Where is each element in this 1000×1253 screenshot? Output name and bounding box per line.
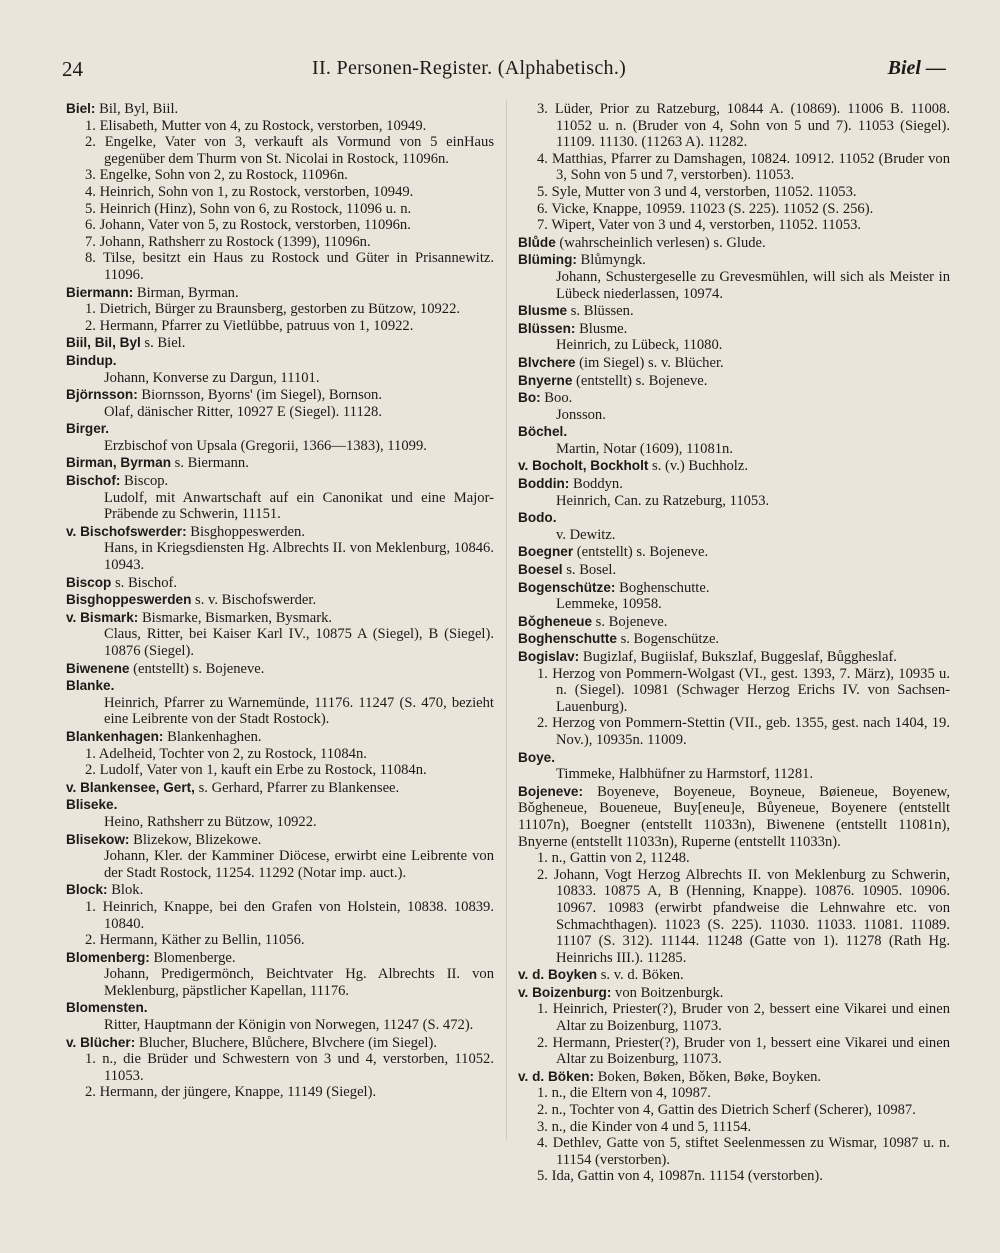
entry-heading-line — [66, 421, 494, 438]
register-entry — [518, 101, 950, 234]
entry-variants: s. Blüssen. — [567, 303, 634, 320]
entry-heading-line — [518, 631, 950, 648]
numbered-person: 6. Vicke, Knappe, 10959. 11023 (S. 225). 11052 (S. 256). — [537, 200, 874, 217]
entry-heading-line — [66, 950, 494, 967]
numbered-person: 4. Heinrich, Sohn von 1, zu Rostock, verstorben, 10949. — [85, 183, 414, 200]
entry-variants: Birman, Byrman. — [133, 284, 239, 301]
entry-heading-line — [518, 614, 950, 631]
entry-heading-line — [66, 780, 494, 797]
entry-heading-line — [518, 967, 950, 984]
register-entry — [518, 631, 950, 648]
numbered-person: 6. Johann, Vater von 5, zu Rostock, verstorben, 11096n. — [85, 217, 411, 234]
entry-detail: Johann, Kler. der Kamminer Diöcese, erwirbt eine Leibrente von der Stadt Rostock, 11254. 11292 (Notar imp. auct.). — [104, 848, 494, 881]
register-entry — [66, 832, 494, 882]
entry-name: Birman, Byrman — [66, 455, 172, 471]
numbered-person: 2. Engelke, Vater von 3, verkauft als Vormund von 5 einHaus gegenüber dem Thurm von St. Nicolai in Rostock, 11096n. — [85, 134, 494, 167]
entry-name: v. d. Boyken — [518, 967, 598, 983]
entry-heading-line — [518, 544, 950, 561]
entry-detail: Lemmeke, 10958. — [556, 596, 662, 613]
entry-heading-line — [518, 784, 950, 850]
entry-name: Biscop — [66, 574, 112, 590]
entry-variants: Boken, Bøken, Bǒken, Bøke, Boyken. — [594, 1068, 822, 1085]
entry-heading-line — [66, 101, 494, 118]
entry-heading-line — [518, 355, 950, 372]
entry-heading-line — [66, 729, 494, 746]
entry-name: Biwenene — [66, 660, 130, 676]
entry-variants: s. Bosel. — [562, 562, 617, 579]
register-entry — [66, 950, 494, 1000]
entry-name: Böchel. — [518, 424, 568, 440]
numbered-person: 2. Hermann, Käther zu Bellin, 11056. — [85, 932, 305, 949]
entry-variants: s. v. Bischofswerder. — [191, 592, 317, 609]
numbered-person: 3. Lüder, Prior zu Ratzeburg, 10844 A. (10869). 11006 B. 11008. 11052 u. n. (Bruder von 4, Sohn von 5 und 7). 11053 (Siegel). 11109. 11130. (11263 A). 11282. — [537, 101, 950, 151]
entry-variants: (entstellt) s. Bojeneve. — [572, 372, 708, 389]
entry-heading-line — [66, 832, 494, 849]
entry-name: v. Blankensee, Gert, — [66, 779, 195, 795]
entry-name: Bischof: — [66, 473, 121, 489]
register-entry — [66, 101, 494, 284]
entry-detail: v. Dewitz. — [556, 526, 616, 543]
register-entry — [518, 614, 950, 631]
entry-name: Block: — [66, 882, 108, 898]
register-entry — [518, 303, 950, 320]
entry-heading-line — [66, 455, 494, 472]
register-entry — [66, 661, 494, 678]
entry-detail: Johann, Schustergeselle zu Grevesmühlen, will sich als Meister in Lübeck niederlassen, 10974. — [556, 268, 950, 302]
entry-name: Blisekow: — [66, 831, 130, 847]
entry-variants: Blok. — [107, 882, 144, 899]
entry-variants: Blusme. — [575, 320, 628, 337]
entry-name: Bo: — [518, 390, 541, 406]
entry-variants: Biscop. — [120, 473, 169, 490]
entry-variants: Biornsson, Byorns' (im Siegel), Bornson. — [137, 387, 382, 404]
entry-variants: Boddyn. — [569, 476, 623, 493]
entry-variants: s. v. d. Böken. — [597, 967, 684, 984]
entry-detail: Erzbischof von Upsala (Gregorii, 1366—1383), 11099. — [104, 437, 427, 454]
right-column — [518, 101, 950, 1185]
entry-heading-line — [518, 750, 950, 767]
register-entry — [66, 678, 494, 728]
entry-name: v. Bocholt, Bockholt — [518, 458, 649, 474]
entry-detail: Ritter, Hauptmann der Königin von Norwegen, 11247 (S. 472). — [104, 1017, 474, 1034]
register-entry — [518, 373, 950, 390]
register-entry — [518, 544, 950, 561]
register-entry — [66, 575, 494, 592]
entry-variants: Boyeneve, Boyeneue, Boyneue, Bøieneue, Boyenew, Bǒgheneue, Boueneue, Buy[eneu]e, Bůyeneue, Boyenere (entstellt 11107n), Boegner (entstellt 11033n), Biwenene (entstellt 11081n), Bnyerne (entstellt 11033n), Ruperne (entstellt 11033n). — [518, 783, 950, 850]
register-entry — [66, 473, 494, 523]
entry-heading-line — [66, 1000, 494, 1017]
entry-heading-line — [66, 661, 494, 678]
entry-name: Bliseke. — [66, 797, 118, 813]
entry-heading-line — [66, 592, 494, 609]
numbered-person: 1. n., Gattin von 2, 11248. — [537, 850, 690, 867]
entry-name: Bnyerne — [518, 372, 573, 388]
register-entry — [518, 985, 950, 1068]
entry-heading-line — [66, 678, 494, 695]
numbered-person: 3. Engelke, Sohn von 2, zu Rostock, 11096n. — [85, 167, 348, 184]
entry-name: Biermann: — [66, 284, 134, 300]
entry-variants: s. (v.) Buchholz. — [648, 458, 748, 475]
register-entry — [66, 797, 494, 830]
numbered-person: 1. n., die Eltern von 4, 10987. — [537, 1085, 711, 1102]
register-entry — [518, 321, 950, 354]
register-entry — [66, 455, 494, 472]
entry-detail: Heinrich, Can. zu Ratzeburg, 11053. — [556, 492, 770, 509]
numbered-person: 5. Ida, Gattin von 4, 10987n. 11154 (verstorben). — [537, 1168, 823, 1185]
numbered-person: 8. Tilse, besitzt ein Haus zu Rostock und Güter in Prisannewitz. 11096. — [85, 250, 494, 283]
entry-heading-line — [518, 303, 950, 320]
page-header — [62, 57, 946, 87]
entry-name: v. Boizenburg: — [518, 984, 612, 1000]
entry-name: v. Bischofswerder: — [66, 523, 187, 539]
register-entry — [518, 750, 950, 783]
entry-name: Boegner — [518, 544, 574, 560]
register-entry — [518, 424, 950, 457]
register-entry — [66, 610, 494, 660]
register-entry — [518, 355, 950, 372]
entry-variants: (entstellt) s. Bojeneve. — [129, 660, 265, 677]
numbered-person: 7. Wipert, Vater von 3 und 4, verstorben, 11052. 11053. — [537, 217, 862, 234]
register-entry — [66, 1035, 494, 1101]
entry-detail: Heino, Rathsherr zu Bützow, 10922. — [104, 813, 317, 830]
register-entry — [66, 335, 494, 352]
entry-heading-line — [66, 285, 494, 302]
entry-heading-line — [518, 985, 950, 1002]
entry-variants: s. Bojeneve. — [592, 613, 668, 630]
entry-heading-line — [518, 510, 950, 527]
entry-detail: Martin, Notar (1609), 11081n. — [556, 440, 733, 457]
entry-detail: Ludolf, mit Anwartschaft auf ein Canonikat und eine Major-Präbende zu Schwerin, 11151. — [104, 489, 494, 523]
entry-heading-line — [66, 1035, 494, 1052]
numbered-person: 5. Syle, Mutter von 3 und 4, verstorben, 11052. 11053. — [537, 183, 857, 200]
entry-name: Blüssen: — [518, 320, 576, 336]
register-entry — [66, 353, 494, 386]
numbered-person: 2. Hermann, Pfarrer zu Vietlübbe, patruus von 1, 10922. — [85, 317, 414, 334]
entry-name: Blvchere — [518, 354, 576, 370]
register-entry — [66, 1000, 494, 1033]
register-entry — [518, 476, 950, 509]
entry-heading-line — [66, 335, 494, 352]
entry-name: Biel: — [66, 101, 96, 116]
entry-detail: Olaf, dänischer Ritter, 10927 E (Siegel). 11128. — [104, 403, 382, 420]
entry-heading-line — [66, 575, 494, 592]
entry-variants: Blůmyngk. — [576, 252, 646, 269]
register-entry — [518, 510, 950, 543]
numbered-person: 3. n., die Kinder von 4 und 5, 11154. — [537, 1118, 752, 1135]
entry-name: Boddin: — [518, 476, 570, 492]
entry-variants: Boghenschutte. — [615, 579, 710, 596]
entry-variants: s. Bischof. — [111, 574, 177, 591]
page-number: 24 — [62, 57, 83, 81]
entry-name: Bindup. — [66, 352, 117, 368]
entry-variants: Bisghoppeswerden. — [186, 523, 305, 540]
register-entry — [66, 387, 494, 420]
entry-heading-line — [518, 390, 950, 407]
entry-detail: Johann, Predigermönch, Beichtvater Hg. Albrechts II. von Meklenburg, päpstlicher Kapellan, 11176. — [104, 966, 494, 999]
entry-variants: s. Bogenschütze. — [616, 631, 720, 648]
numbered-person: 1. Adelheid, Tochter von 2, zu Rostock, 11084n. — [85, 745, 367, 762]
entry-name: Blusme — [518, 303, 568, 319]
entry-variants: Boo. — [540, 390, 573, 407]
register-entry — [66, 729, 494, 779]
register-entry — [518, 562, 950, 579]
register-entry — [518, 1069, 950, 1185]
numbered-person: 7. Johann, Rathsherr zu Rostock (1399), 11096n. — [85, 233, 371, 250]
entry-variants: (wahrscheinlich verlesen) s. Glude. — [555, 234, 766, 251]
entry-name: Blanke. — [66, 678, 115, 694]
numbered-person: 2. Herzog von Pommern-Stettin (VII., geb. 1355, gest. nach 1404, 19. Nov.), 10935n. 11009. — [537, 715, 950, 748]
entry-name: v. d. Böken: — [518, 1068, 595, 1084]
numbered-person: 5. Heinrich (Hinz), Sohn von 6, zu Rostock, 11096 u. n. — [85, 200, 412, 217]
numbered-person: 1. n., die Brüder und Schwestern von 3 und 4, verstorben, 11052. 11053. — [85, 1051, 494, 1084]
register-entry — [66, 780, 494, 797]
entry-variants: von Boitzenburgk. — [611, 984, 724, 1001]
register-entry — [518, 390, 950, 423]
entry-name: Boesel — [518, 562, 563, 578]
entry-heading-line — [518, 252, 950, 269]
entry-variants: Bil, Byl, Biil. — [95, 101, 179, 117]
entry-heading-line — [66, 610, 494, 627]
register-entry — [66, 285, 494, 335]
numbered-person: 1. Dietrich, Bürger zu Braunsberg, gestorben zu Bützow, 10922. — [85, 301, 461, 318]
numbered-person: 1. Heinrich, Priester(?), Bruder von 2, bessert eine Vikarei und einen Altar zu Boizenburg, 11073. — [537, 1001, 950, 1035]
entry-variants: (im Siegel) s. v. Blücher. — [575, 354, 724, 371]
entry-detail: Timmeke, Halbhüfner zu Harmstorf, 11281. — [556, 766, 814, 783]
numbered-person: 2. Ludolf, Vater von 1, kauft ein Erbe zu Rostock, 11084n. — [85, 762, 427, 779]
entry-name: Blankenhagen: — [66, 728, 164, 744]
numbered-person: 2. Johann, Vogt Herzog Albrechts II. von Meklenburg zu Schwerin, 10833. 10875 A, B (Henning, Knappe). 10876. 10905. 10906. 10967. 10983 (erwirbt pfandweise die Lehnwahre etc. von Schmachthagen). 11023 (S. 225). 11030. 11033. 11081. 11089. 11107 (S. 312). 11144. 11248 (Gatte von 1). 11278 (Rath Hg. Heinrichs III.). 11285. — [537, 866, 950, 966]
entry-detail: Hans, in Kriegsdiensten Hg. Albrechts II. von Meklenburg, 10846. 10943. — [104, 540, 494, 574]
numbered-person: 4. Dethlev, Gatte von 5, stiftet Seelenmessen zu Wismar, 10987 u. n. 11154 (verstorben). — [537, 1135, 950, 1168]
entry-variants: Blomenberge. — [149, 949, 236, 966]
numbered-person: 4. Matthias, Pfarrer zu Damshagen, 10824. 10912. 11052 (Bruder von 3, Sohn von 5 und 7, verstorben). 11053. — [537, 150, 950, 184]
entry-name: Bodo. — [518, 510, 557, 526]
entry-name: Blůde — [518, 234, 556, 250]
entry-heading-line — [66, 353, 494, 370]
entry-variants: Blankenhaghen. — [163, 728, 262, 745]
column-divider — [506, 100, 507, 1140]
numbered-person: 1. Herzog von Pommern-Wolgast (VI., gest. 1393, 7. März), 10935 u. n. (Siegel). 10981 (Schwager Herzog Erichs IV. von Sachsen-Lauenburg). — [537, 665, 950, 715]
numbered-person: 2. n., Tochter von 4, Gattin des Dietrich Scherf (Scherer), 10987. — [537, 1102, 916, 1119]
entry-name: v. Blücher: — [66, 1034, 136, 1050]
entry-heading-line — [66, 387, 494, 404]
entry-heading-line — [518, 235, 950, 252]
register-entry — [518, 458, 950, 475]
register-entry — [518, 784, 950, 967]
entry-detail: Heinrich, Pfarrer zu Warnemünde, 11176. 11247 (S. 470, bezieht eine Leibrente von der Stadt Rostock). — [104, 694, 494, 728]
entry-heading-line — [66, 473, 494, 490]
entry-variants: Bismarke, Bismarken, Bysmark. — [138, 609, 333, 626]
entry-heading-line — [518, 373, 950, 390]
entry-name: Birger. — [66, 421, 110, 437]
register-entry — [66, 882, 494, 948]
entry-heading-line — [66, 882, 494, 899]
left-column — [66, 101, 494, 1151]
register-entry — [518, 252, 950, 302]
entry-detail: Johann, Konverse zu Dargun, 11101. — [104, 369, 320, 386]
entry-name: Boye. — [518, 749, 556, 765]
entry-name: Blomensten. — [66, 1000, 148, 1016]
entry-heading-line — [518, 1069, 950, 1086]
register-entry — [518, 580, 950, 613]
entry-heading-line — [518, 562, 950, 579]
entry-variants: Blucher, Bluchere, Blůchere, Blvchere (im Siegel). — [135, 1034, 437, 1051]
entry-name: Boghenschutte — [518, 631, 617, 647]
entry-variants: s. Biel. — [140, 335, 186, 352]
entry-name: Bisghoppeswerden — [66, 592, 192, 608]
register-entry — [518, 967, 950, 984]
entry-heading-line — [518, 458, 950, 475]
entry-detail: Jonsson. — [556, 406, 606, 423]
entry-heading-line — [518, 476, 950, 493]
register-entry — [518, 235, 950, 252]
entry-detail: Heinrich, zu Lübeck, 11080. — [556, 337, 723, 354]
entry-variants: Blizekow, Blizekowe. — [129, 831, 262, 848]
entry-name: Bogislav: — [518, 649, 580, 664]
entry-heading-line — [66, 524, 494, 541]
entry-name: Blüming: — [518, 252, 577, 268]
numbered-person: 2. Hermann, der jüngere, Knappe, 11149 (Siegel). — [85, 1084, 377, 1101]
entry-variants: s. Biermann. — [171, 455, 249, 472]
entry-heading-line — [518, 321, 950, 338]
register-entry — [66, 421, 494, 454]
entry-name: v. Bismark: — [66, 609, 139, 625]
entry-name: Blomenberg: — [66, 949, 150, 965]
numbered-person: 1. Elisabeth, Mutter von 4, zu Rostock, verstorben, 10949. — [85, 117, 427, 134]
running-head-word: Biel — — [887, 57, 946, 79]
entry-variants: s. Gerhard, Pfarrer zu Blankensee. — [194, 779, 400, 796]
register-entry — [66, 524, 494, 574]
numbered-person: 1. Heinrich, Knappe, bei den Grafen von Holstein, 10838. 10839. 10840. — [85, 898, 494, 932]
entry-heading-line — [66, 797, 494, 814]
register-entry — [518, 649, 950, 749]
entry-variants: (entstellt) s. Bojeneve. — [573, 544, 709, 561]
entry-name: Bogenschütze: — [518, 579, 616, 595]
entry-name: Bojeneve: — [518, 783, 583, 799]
numbered-person: 2. Hermann, Priester(?), Bruder von 1, bessert eine Vikarei und einen Altar zu Boizenburg, 11073. — [537, 1034, 950, 1068]
entry-variants: Bugizlaf, Bugiislaf, Bukszlaf, Buggeslaf, Bůggheslaf. — [579, 649, 897, 665]
entry-name: Björnsson: — [66, 387, 138, 403]
entry-heading-line — [518, 580, 950, 597]
register-entry — [66, 592, 494, 609]
entry-detail: Claus, Ritter, bei Kaiser Karl IV., 10875 A (Siegel), B (Siegel). 10876 (Siegel). — [104, 626, 494, 659]
page-title: II. Personen-Register. (Alphabetisch.) — [312, 57, 627, 79]
entry-heading-line — [518, 424, 950, 441]
entry-name: Bǒgheneue — [518, 613, 593, 629]
entry-name: Biil, Bil, Byl — [66, 335, 141, 351]
entry-heading-line — [518, 649, 950, 666]
